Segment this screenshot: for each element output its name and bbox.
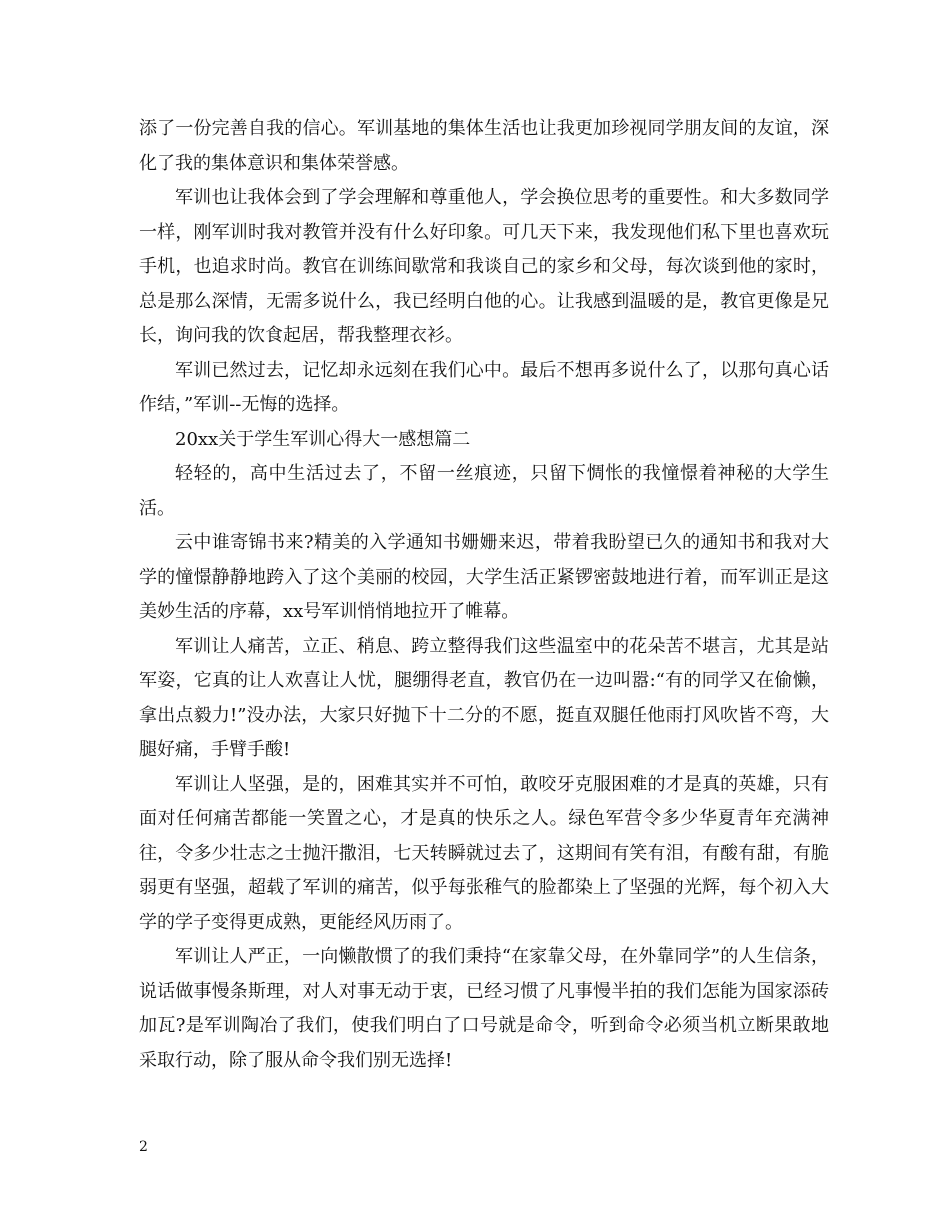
paragraph: 军训已然过去，记忆却永远刻在我们心中。最后不想再多说什么了，以那句真心话作结，”军训--无悔的选择。 (139, 359, 829, 415)
paragraph: 军训让人痛苦，立正、稍息、跨立整得我们这些温室中的花朵苦不堪言，尤其是站军姿，它真的让人欢喜让人忧，腿绷得老直，教官仍在一边叫嚣:“有的同学又在偷懒，拿出点毅力!”没办法，大家只好抛下十二分的不愿，挺直双腿任他雨打风吹皆不弯，大腿好痛，手臂手酸! (139, 635, 829, 760)
body-text (139, 112, 829, 1078)
paragraph: 云中谁寄锦书来?精美的入学通知书姗姗来迟，带着我盼望已久的通知书和我对大学的憧憬静静地跨入了这个美丽的校园，大学生活正紧锣密鼓地进行着，而军训正是这美妙生活的序幕，xx号军训悄悄地拉开了帷幕。 (139, 532, 829, 622)
paragraph: 军训也让我体会到了学会理解和尊重他人，学会换位思考的重要性。和大多数同学一样，刚军训时我对教管并没有什么好印象。可几天下来，我发现他们私下里也喜欢玩手机，也追求时尚。教官在训练间歇常和我谈自己的家乡和父母，每次谈到他的家时，总是那么深情，无需多说什么，我已经明白他的心。让我感到温暖的是，教官更像是兄长，询问我的饮食起居，帮我整理衣衫。 (139, 187, 829, 346)
paragraph: 添了一份完善自我的信心。军训基地的集体生活也让我更加珍视同学朋友间的友谊，深化了我的集体意识和集体荣誉感。 (139, 118, 829, 174)
paragraph: 军训让人严正，一向懒散惯了的我们秉持“在家靠父母，在外靠同学”的人生信条，说话做事慢条斯理，对人对事无动于衷，已经习惯了凡事慢半拍的我们怎能为国家添砖加瓦?是军训陶冶了我们，使我们明白了口号就是命令，听到命令必须当机立断果敢地采取行动，除了服从命令我们别无选择! (139, 946, 829, 1071)
paragraph: 军训让人坚强，是的，困难其实并不可怕，敢咬牙克服困难的才是真的英雄，只有面对任何痛苦都能一笑置之心，才是真的快乐之人。绿色军营令多少华夏青年充满神往，令多少壮志之士抛汗撒泪，七天转瞬就过去了，这期间有笑有泪，有酸有甜，有脆弱更有坚强，超载了军训的痛苦，似乎每张稚气的脸都染上了坚强的光辉，每个初入大学的学子变得更成熟，更能经风历雨了。 (139, 773, 829, 933)
page-number: 2 (139, 1139, 148, 1155)
paragraph: 轻轻的，高中生活过去了，不留一丝痕迹，只留下惆怅的我憧憬着神秘的大学生活。 (139, 463, 829, 519)
section-heading: 20xx关于学生军训心得大一感想篇二 (175, 428, 471, 450)
